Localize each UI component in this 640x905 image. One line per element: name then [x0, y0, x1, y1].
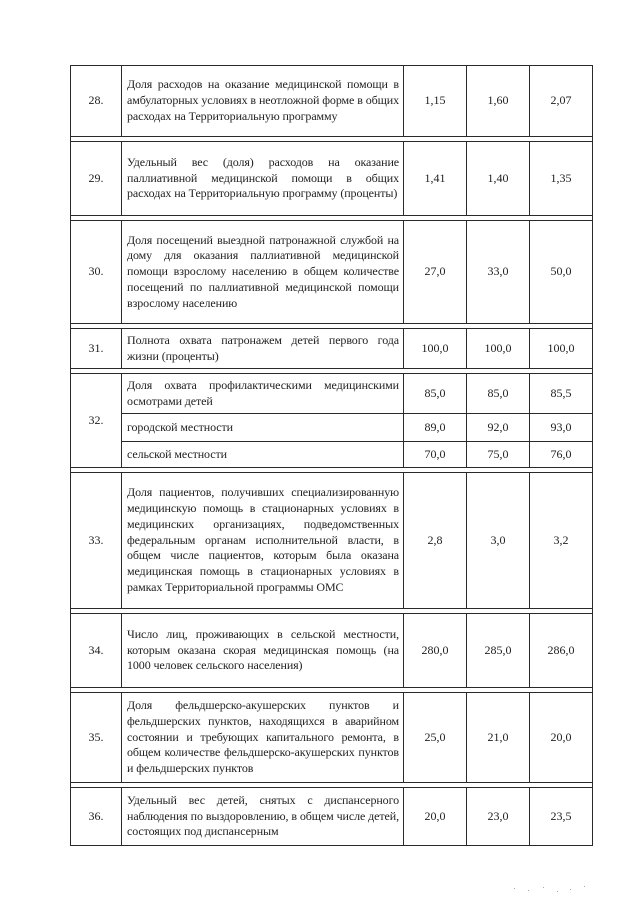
- table-row: [71, 66, 593, 137]
- value-cell: 100,0: [530, 329, 593, 369]
- value-cell: 92,0: [467, 414, 530, 442]
- table-row: [71, 221, 593, 324]
- subrow-description: городской местности: [122, 414, 404, 442]
- row-number: 29.: [71, 142, 122, 216]
- row-description: Число лиц, проживающих в сельской местности, которым оказана скорая медицинская помощь (на 1000 человек сельского населения): [122, 614, 404, 688]
- value-cell: 2,07: [530, 66, 593, 137]
- row-number: 32.: [71, 374, 122, 468]
- value-cell: 100,0: [467, 329, 530, 369]
- row-number: 33.: [71, 473, 122, 609]
- value-cell: 85,0: [404, 374, 467, 414]
- value-cell: 27,0: [404, 221, 467, 324]
- row-number: 31.: [71, 329, 122, 369]
- value-cell: 89,0: [404, 414, 467, 442]
- value-cell: 20,0: [404, 788, 467, 846]
- table-row: [71, 329, 593, 369]
- value-cell: 50,0: [530, 221, 593, 324]
- row-description: Доля охвата профилактическими медицинскими осмотрами детей: [122, 374, 404, 414]
- table-subrow: [71, 442, 593, 468]
- table-row: [71, 788, 593, 846]
- table-row: [71, 693, 593, 783]
- table-subrow: [71, 414, 593, 442]
- value-cell: 100,0: [404, 329, 467, 369]
- value-cell: 93,0: [530, 414, 593, 442]
- value-cell: 23,5: [530, 788, 593, 846]
- row-description: Доля фельдшерско-акушерских пунктов и фельдшерских пунктов, находящихся в аварийном состоянии и требующих капитального ремонта, в общем количестве фельдшерско-акушерских пунктов и фельдшерских пунктов: [122, 693, 404, 783]
- table-row: [71, 473, 593, 609]
- value-cell: 286,0: [530, 614, 593, 688]
- row-description: Удельный вес (доля) расходов на оказание паллиативной медицинской помощи в общих расходах на Территориальную программу (проценты): [122, 142, 404, 216]
- value-cell: 23,0: [467, 788, 530, 846]
- value-cell: 1,35: [530, 142, 593, 216]
- value-cell: 1,60: [467, 66, 530, 137]
- row-description: Доля пациентов, получивших специализированную медицинскую помощь в стационарных условиях в медицинских организациях, подведомственных федеральным органам исполнительной власти, в общем числе пациентов, которым была оказана медицинская помощь в стационарных условиях в рамках Территориальной программы ОМС: [122, 473, 404, 609]
- table-row: [71, 614, 593, 688]
- row-number: 34.: [71, 614, 122, 688]
- value-cell: 85,0: [467, 374, 530, 414]
- indicators-table: [70, 65, 593, 846]
- value-cell: 70,0: [404, 442, 467, 468]
- row-number: 28.: [71, 66, 122, 137]
- value-cell: 33,0: [467, 221, 530, 324]
- value-cell: 3,2: [530, 473, 593, 609]
- value-cell: 75,0: [467, 442, 530, 468]
- value-cell: 1,15: [404, 66, 467, 137]
- value-cell: 20,0: [530, 693, 593, 783]
- table-row: [71, 374, 593, 414]
- value-cell: 1,40: [467, 142, 530, 216]
- value-cell: 85,5: [530, 374, 593, 414]
- value-cell: 25,0: [404, 693, 467, 783]
- row-number: 35.: [71, 693, 122, 783]
- value-cell: 280,0: [404, 614, 467, 688]
- row-number: 30.: [71, 221, 122, 324]
- value-cell: 1,41: [404, 142, 467, 216]
- value-cell: 76,0: [530, 442, 593, 468]
- row-description: Полнота охвата патронажем детей первого года жизни (проценты): [122, 329, 404, 369]
- value-cell: 3,0: [467, 473, 530, 609]
- row-description: Доля расходов на оказание медицинской помощи в амбулаторных условиях в неотложной форме в общих расходах на Территориальную программу: [122, 66, 404, 137]
- value-cell: 285,0: [467, 614, 530, 688]
- table-row: [71, 142, 593, 216]
- row-description: Доля посещений выездной патронажной службой на дому для оказания паллиативной медицинской помощи взрослому населению в общем количестве посещений по паллиативной медицинской помощи взрослому населению: [122, 221, 404, 324]
- value-cell: 21,0: [467, 693, 530, 783]
- value-cell: 2,8: [404, 473, 467, 609]
- row-number: 36.: [71, 788, 122, 846]
- scan-specks: [510, 885, 590, 893]
- subrow-description: сельской местности: [122, 442, 404, 468]
- row-description: Удельный вес детей, снятых с диспансерного наблюдения по выздоровлению, в общем числе детей, состоящих под диспансерным: [122, 788, 404, 846]
